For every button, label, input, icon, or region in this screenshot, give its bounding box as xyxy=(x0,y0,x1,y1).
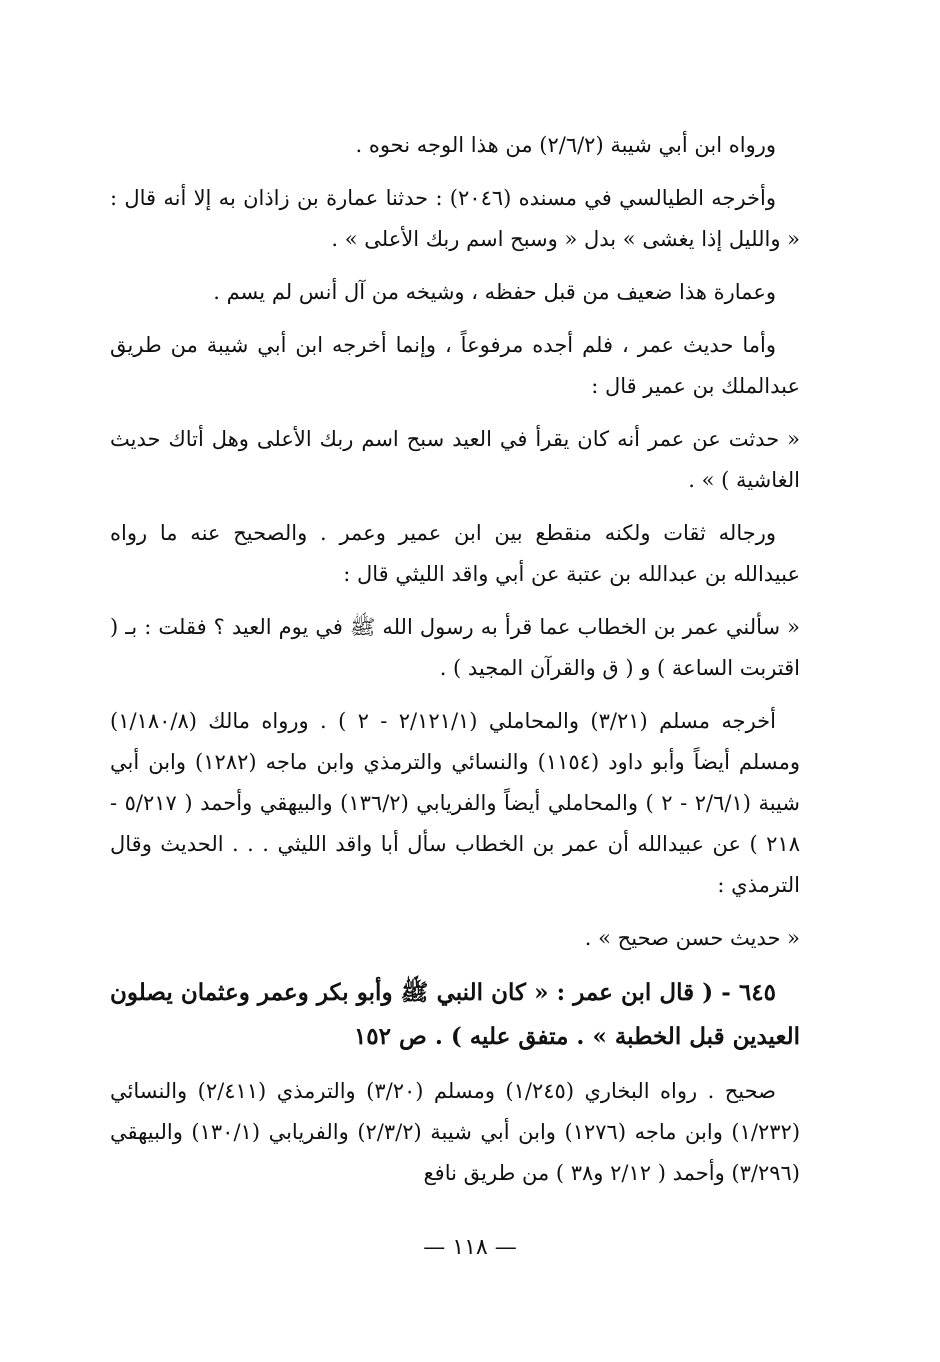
quote-tirmidhi: « حديث حسن صحيح » . xyxy=(584,926,800,950)
paragraph-tayalisi: وأخرجه الطيالسي في مسنده (٢٠٤٦) : حدثنا عمارة بن زاذان به إلا أنه قال : « والليل إذا يغشى » بدل « وسبح اسم ربك الأعلى » . xyxy=(110,186,800,251)
paragraph-umarah: وعمارة هذا ضعيف من قبل حفظه ، وشيخه من آل أنس لم يسم . xyxy=(213,280,776,304)
paragraph-narrators: ورجاله ثقات ولكنه منقطع بين ابن عمير وعمر . والصحيح عنه ما رواه عبيدالله بن عبدالله بن عتبة عن أبي واقد الليثي قال : xyxy=(110,521,800,586)
paragraph-umar-hadith: وأما حديث عمر ، فلم أجده مرفوعاً ، وإنما أخرجه ابن أبي شيبة من طريق عبدالملك بن عمير قال : xyxy=(110,333,800,398)
page-number: — ١١٨ — xyxy=(423,1235,517,1260)
paragraph-ibn-abi-shaybah: ورواه ابن أبي شيبة (٢/٦/٢) من هذا الوجه نحوه . xyxy=(355,133,776,157)
quote-umar: « حدثت عن عمر أنه كان يقرأ في العيد سبح اسم ربك الأعلى وهل أتاك حديث الغاشية ) » . xyxy=(110,427,800,492)
paragraph-takhrij: أخرجه مسلم (٣/٢١) والمحاملي (٢/١٢١/١ - ٢ ) . ورواه مالك (١/١٨٠/٨) ومسلم أيضاً وأبو داود (١١٥٤) والنسائي والترمذي وابن ماجه (١٢٨٢) وابن أبي شيبة (٢/٦/١ - ٢ ) والمحاملي أيضاً والفريابي (١٣٦/٢) والبيهقي وأحمد ( ٥/٢١٧ - ٢١٨ ) عن عبيدالله أن عمر بن الخطاب سأل أبا واقد الليثي . . . الحديث وقال الترمذي : xyxy=(110,709,800,897)
hadith-heading-645: ٦٤٥ - ( قال ابن عمر : « كان النبي ﷺ وأبو بكر وعمر وعثمان يصلون العيدين قبل الخطبة » . متفق عليه ) . ص ١٥٢ xyxy=(110,979,800,1050)
page-body xyxy=(110,125,800,1206)
paragraph-sahih-takhrij: صحيح . رواه البخاري (١/٢٤٥) ومسلم (٣/٢٠) والترمذي (٢/٤١١) والنسائي (١/٢٣٢) وابن ماجه (١٢٧٦) وابن أبي شيبة (٢/٣/٢) والفريابي (١٣٠/١) والبيهقي (٣/٢٩٦) وأحمد ( ٢/١٢ و٣٨ ) من طريق نافع xyxy=(110,1079,801,1185)
quote-abu-waqid: « سألني عمر بن الخطاب عما قرأ به رسول الله ﷺ في يوم العيد ؟ فقلت : بـ ( اقتربت الساعة ) و ( ق والقرآن المجيد ) . xyxy=(110,615,800,680)
